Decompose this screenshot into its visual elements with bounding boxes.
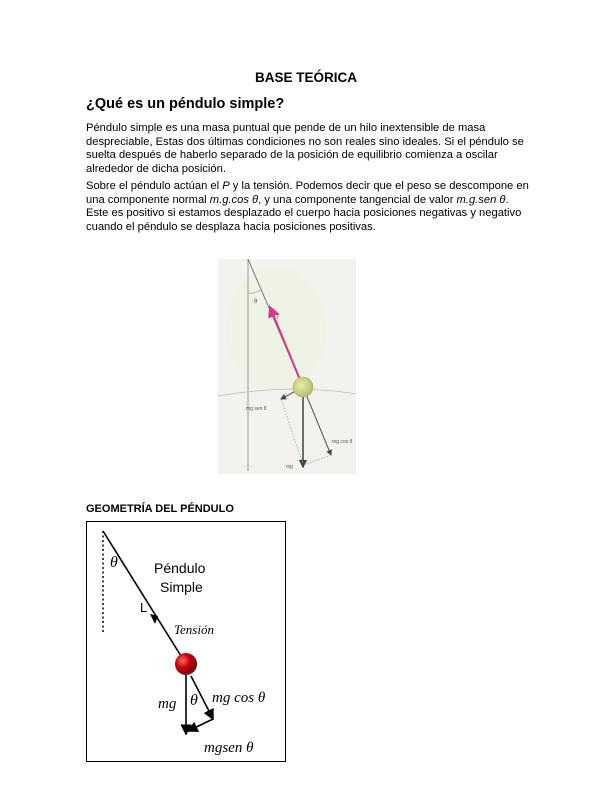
theta-bottom-label: θ (190, 692, 198, 709)
theta-top-label: θ (110, 554, 118, 571)
label-simple: Simple (160, 579, 203, 595)
label-pendulo: Péndulo (154, 560, 206, 576)
theta-label: θ (254, 299, 258, 305)
mg-label: mg (158, 696, 177, 712)
mg-sen-label: mgsen θ (204, 740, 254, 756)
pendulum-force-figure (218, 259, 356, 474)
mg-sen-label: mg sen θ (246, 406, 267, 412)
mg-cos-label: mg cos θ (212, 690, 266, 706)
mg-cos-label: mg cos θ (332, 439, 353, 445)
paragraph-forces: Sobre el péndulo actúan el P y la tensión. Podemos decir que el peso se descompone en una componente normal m.g.cos θ, y una componente tangencial de valor m.g.sen θ. Este es positivo si estamos desplazado el cuerpo hacia posiciones negativas y negativo cuando el péndulo se desplaza hacia posiciones positivas. (86, 180, 529, 233)
background-glow (226, 267, 326, 391)
section-subtitle: ¿Qué es un péndulo simple? (86, 96, 285, 112)
mg-label: mg (286, 464, 293, 470)
pendulum-bob (293, 377, 313, 397)
geometry-heading: GEOMETRÍA DEL PÉNDULO (86, 503, 234, 515)
paragraph-definition: Péndulo simple es una masa puntual que pende de un hilo inextensible de masa despreciable, Estas dos últimas condiciones no son reales sino ideales. Si el péndulo se suelta después de haberlo separado de la posición de equilibrio comienza a oscilar alrededor de dicha posición. (86, 122, 524, 175)
pendulum-bob (175, 653, 197, 675)
tension-label: T (276, 315, 280, 321)
length-label: L (140, 600, 148, 615)
page-title: BASE TEÓRICA (254, 70, 357, 85)
tension-label: Tensión (174, 622, 214, 637)
pendulum-geometry-figure (86, 521, 286, 762)
